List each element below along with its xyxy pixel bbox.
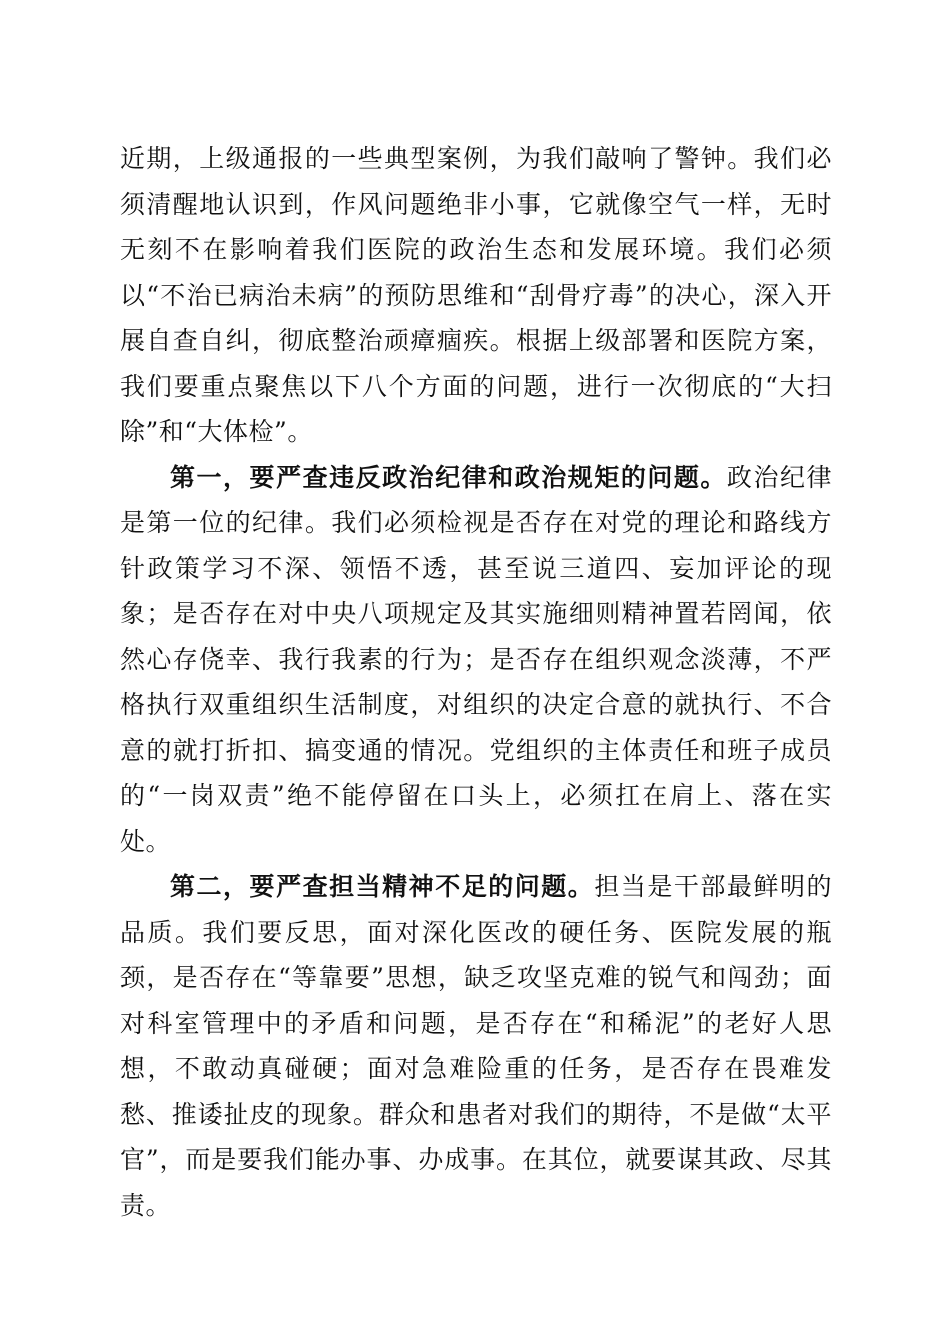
paragraph-intro-text: 近期，上级通报的一些典型案例，为我们敲响了警钟。我们必须清醒地认识到，作风问题绝非小事，它就像空气一样，无时无刻不在影响着我们医院的政治生态和发展环境。我们必须以“不治已病治未病”的预防思维和“刮骨疗毒”的决心，深入开展自查自纠，彻底整治顽瘴痼疾。根据上级部署和医院方案，我们要重点聚焦以下八个方面的问题，进行一次彻底的“大扫除”和“大体检”。	[120, 144, 832, 446]
paragraph-political-discipline	[120, 455, 832, 865]
paragraph-body-political-discipline: 政治纪律是第一位的纪律。我们必须检视是否存在对党的理论和路线方针政策学习不深、领悟不透，甚至说三道四、妄加评论的现象；是否存在对中央八项规定及其实施细则精神置若罔闻，依然心存侥幸、我行我素的行为；是否存在组织观念淡薄，不严格执行双重组织生活制度，对组织的决定合意的就执行、不合意的就打折扣、搞变通的情况。党组织的主体责任和班子成员的“一岗双责”绝不能停留在口头上，必须扛在肩上、落在实处。	[120, 462, 832, 856]
paragraph-heading-responsibility: 第二，要严查担当精神不足的问题。	[170, 872, 595, 901]
paragraph-heading-political-discipline: 第一，要严查违反政治纪律和政治规矩的问题。	[170, 462, 727, 492]
paragraph-intro	[120, 136, 832, 455]
document-page	[120, 136, 832, 1228]
paragraph-responsibility	[120, 864, 832, 1228]
paragraph-body-responsibility: 担当是干部最鲜明的品质。我们要反思，面对深化医改的硬任务、医院发展的瓶颈，是否存在“等靠要”思想，缺乏攻坚克难的锐气和闯劲；面对科室管理中的矛盾和问题，是否存在“和稀泥”的老好人思想，不敢动真碰硬；面对急难险重的任务，是否存在畏难发愁、推诿扯皮的现象。群众和患者对我们的期待，不是做“太平官”，而是要我们能办事、办成事。在其位，就要谋其政、尽其责。	[120, 872, 832, 1220]
